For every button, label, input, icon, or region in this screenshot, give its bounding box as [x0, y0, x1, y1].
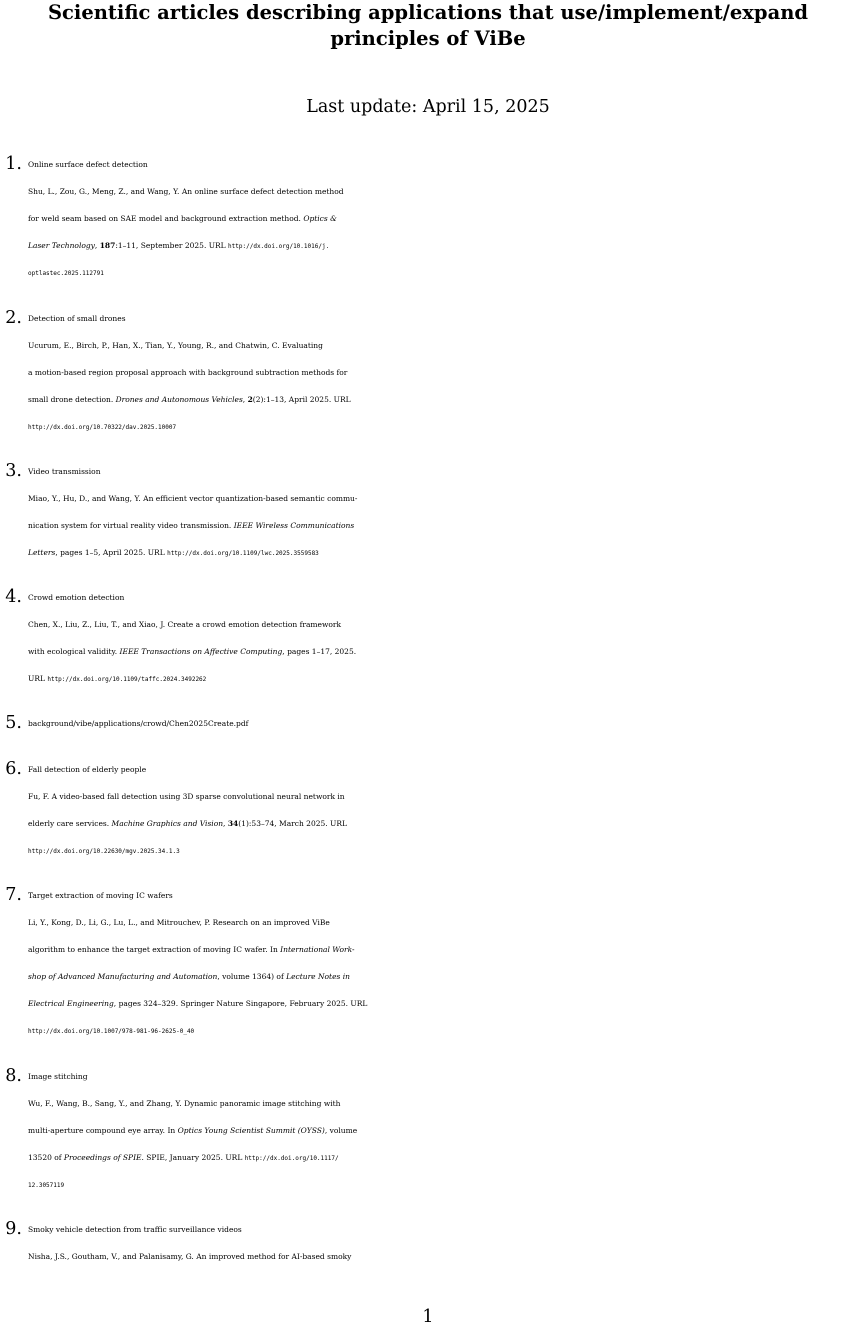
item-heading: Video transmission	[28, 467, 101, 476]
item-number: 9.	[5, 1219, 22, 1239]
item-number: 8.	[5, 1066, 22, 1086]
citation-text: , volume 1364) of	[217, 972, 287, 981]
citation-line	[28, 512, 856, 539]
venue-text: IEEE Wireless Communications	[233, 521, 355, 530]
citation-line	[28, 611, 856, 638]
citation-text: , pages 1–5, April 2025. URL	[55, 548, 168, 557]
doi-link[interactable]: http://dx.doi.org/10.1007/978-981-96-2625-0_40	[28, 1028, 195, 1035]
citation-text: nication system for virtual reality video transmission.	[28, 521, 234, 530]
venue-text: Electrical Engineering	[28, 999, 114, 1008]
citation-text: , volume	[324, 1126, 358, 1135]
volume-number: 2	[247, 395, 253, 404]
citation-line	[28, 810, 856, 837]
page-number: 1	[422, 1307, 434, 1327]
citation-line	[28, 205, 856, 232]
venue-text: Lecture Notes in	[286, 972, 350, 981]
venue-text: Laser Technology	[28, 241, 95, 250]
venue-text: shop of Advanced Manufacturing and Automation	[28, 972, 218, 981]
citation-line	[28, 1243, 856, 1270]
doi-link[interactable]: http://dx.doi.org/10.1016/j.	[228, 243, 330, 250]
citation-text: 13520 of	[28, 1153, 64, 1162]
last-update: Last update: April 15, 2025	[306, 97, 550, 117]
citation-text: Fu, F. A video-based fall detection using 3D sparse convolutional neural network in	[28, 792, 345, 801]
item-heading: background/vibe/applications/crowd/Chen2025Create.pdf	[28, 719, 249, 728]
citation-line	[28, 665, 856, 692]
item-heading: Fall detection of elderly people	[28, 765, 147, 774]
venue-text: IEEE Transactions on Affective Computing	[119, 647, 283, 656]
item-heading: Target extraction of moving IC wafers	[28, 891, 173, 900]
document-title	[0, 0, 856, 52]
doi-link[interactable]: optlastec.2025.112791	[28, 270, 104, 277]
item-heading: Image stitching	[28, 1072, 88, 1081]
citation-text: for weld seam based on SAE model and background extraction method.	[28, 214, 304, 223]
citation-text: algorithm to enhance the target extraction of moving IC wafer. In	[28, 945, 281, 954]
title-line-1: Scientific articles describing applications that use/implement/expand	[47, 1, 809, 24]
citation-line	[28, 1171, 856, 1198]
item-number: 4.	[5, 587, 22, 607]
citation-line	[28, 232, 856, 259]
venue-text: International Work-	[280, 945, 355, 954]
venue-text: Drones and Autonomous Vehicles	[115, 395, 243, 404]
volume-number: 34	[227, 819, 239, 828]
citation-line	[28, 936, 856, 963]
item-number: 5.	[5, 713, 22, 733]
venue-text: Optics Young Scientist Summit (OYSS)	[177, 1126, 325, 1135]
citation-text: . SPIE, January 2025. URL	[141, 1153, 245, 1162]
item-number: 2.	[5, 308, 22, 328]
citation-text: Miao, Y., Hu, D., and Wang, Y. An efficient vector quantization-based semantic commu-	[28, 494, 358, 503]
citation-line	[28, 1017, 856, 1044]
citation-text: (2):1–13, April 2025. URL	[252, 395, 351, 404]
citation-text: ,	[223, 819, 228, 828]
citation-line	[28, 990, 856, 1017]
citation-text: a motion-based region proposal approach with background subtraction methods for	[28, 368, 348, 377]
citation-line	[28, 178, 856, 205]
doi-link[interactable]: 12.3057119	[28, 1182, 65, 1189]
citation-line	[28, 332, 856, 359]
citation-line	[28, 837, 856, 864]
citation-line	[28, 1090, 856, 1117]
doi-link[interactable]: http://dx.doi.org/10.1109/taffc.2024.3492262	[47, 676, 207, 683]
doi-link[interactable]: http://dx.doi.org/10.1117/	[244, 1155, 339, 1162]
citation-line	[28, 909, 856, 936]
item-heading: Detection of small drones	[28, 314, 126, 323]
citation-line	[28, 539, 856, 566]
citation-line	[28, 783, 856, 810]
item-heading: Smoky vehicle detection from traffic surveillance videos	[28, 1225, 242, 1234]
venue-text: Proceedings of SPIE	[63, 1153, 142, 1162]
doi-link[interactable]: http://dx.doi.org/10.22630/mgv.2025.34.1.3	[28, 848, 180, 855]
citation-text: :1–11, September 2025. URL	[115, 241, 229, 250]
citation-text: with ecological validity.	[28, 647, 120, 656]
item-number: 1.	[5, 154, 22, 174]
citation-text: elderly care services.	[28, 819, 112, 828]
citation-text: URL	[28, 674, 48, 683]
item-number: 3.	[5, 461, 22, 481]
citation-text: , pages 324–329. Springer Nature Singapore, February 2025. URL	[113, 999, 368, 1008]
item-number: 7.	[5, 885, 22, 905]
citation-text: , pages 1–17, 2025.	[282, 647, 357, 656]
citation-text: Nisha, J.S., Goutham, V., and Palanisamy, G. An improved method for AI-based smoky	[28, 1252, 352, 1261]
citation-text: Ucurum, E., Birch, P., Han, X., Tian, Y., Young, R., and Chatwin, C. Evaluating	[28, 341, 323, 350]
doi-link[interactable]: http://dx.doi.org/10.70322/dav.2025.10007	[28, 424, 177, 431]
doi-link[interactable]: http://dx.doi.org/10.1109/lwc.2025.3559583	[167, 550, 319, 557]
citation-text: Chen, X., Liu, Z., Liu, T., and Xiao, J. Create a crowd emotion detection framework	[28, 620, 342, 629]
citation-text: Shu, L., Zou, G., Meng, Z., and Wang, Y. An online surface defect detection method	[28, 187, 344, 196]
citation-line	[28, 963, 856, 990]
citation-text: ,	[242, 395, 248, 404]
citation-text: Li, Y., Kong, D., Li, G., Lu, L., and Mitrouchev, P. Research on an improved ViBe	[28, 918, 330, 927]
item-heading: Crowd emotion detection	[28, 593, 125, 602]
citation-text: (1):53–74, March 2025. URL	[238, 819, 347, 828]
item-heading: Online surface defect detection	[28, 160, 148, 169]
citation-line	[28, 1144, 856, 1171]
citation-text: small drone detection.	[28, 395, 116, 404]
citation-text: multi-aperture compound eye array. In	[28, 1126, 178, 1135]
title-line-2: principles of ViBe	[330, 27, 526, 50]
citation-line	[28, 638, 856, 665]
citation-text: ,	[94, 241, 100, 250]
citation-line	[28, 413, 856, 440]
citation-line	[28, 1117, 856, 1144]
citation-line	[28, 386, 856, 413]
citation-line	[28, 359, 856, 386]
venue-text: Optics &	[303, 214, 337, 223]
citation-line	[28, 485, 856, 512]
citation-text: Wu, F., Wang, B., Sang, Y., and Zhang, Y. Dynamic panoramic image stitching with	[28, 1099, 341, 1108]
venue-text: Machine Graphics and Vision	[111, 819, 224, 828]
venue-text: Letters	[28, 548, 56, 557]
citation-line	[28, 259, 856, 286]
item-number: 6.	[5, 759, 22, 779]
volume-number: 187	[99, 241, 116, 250]
